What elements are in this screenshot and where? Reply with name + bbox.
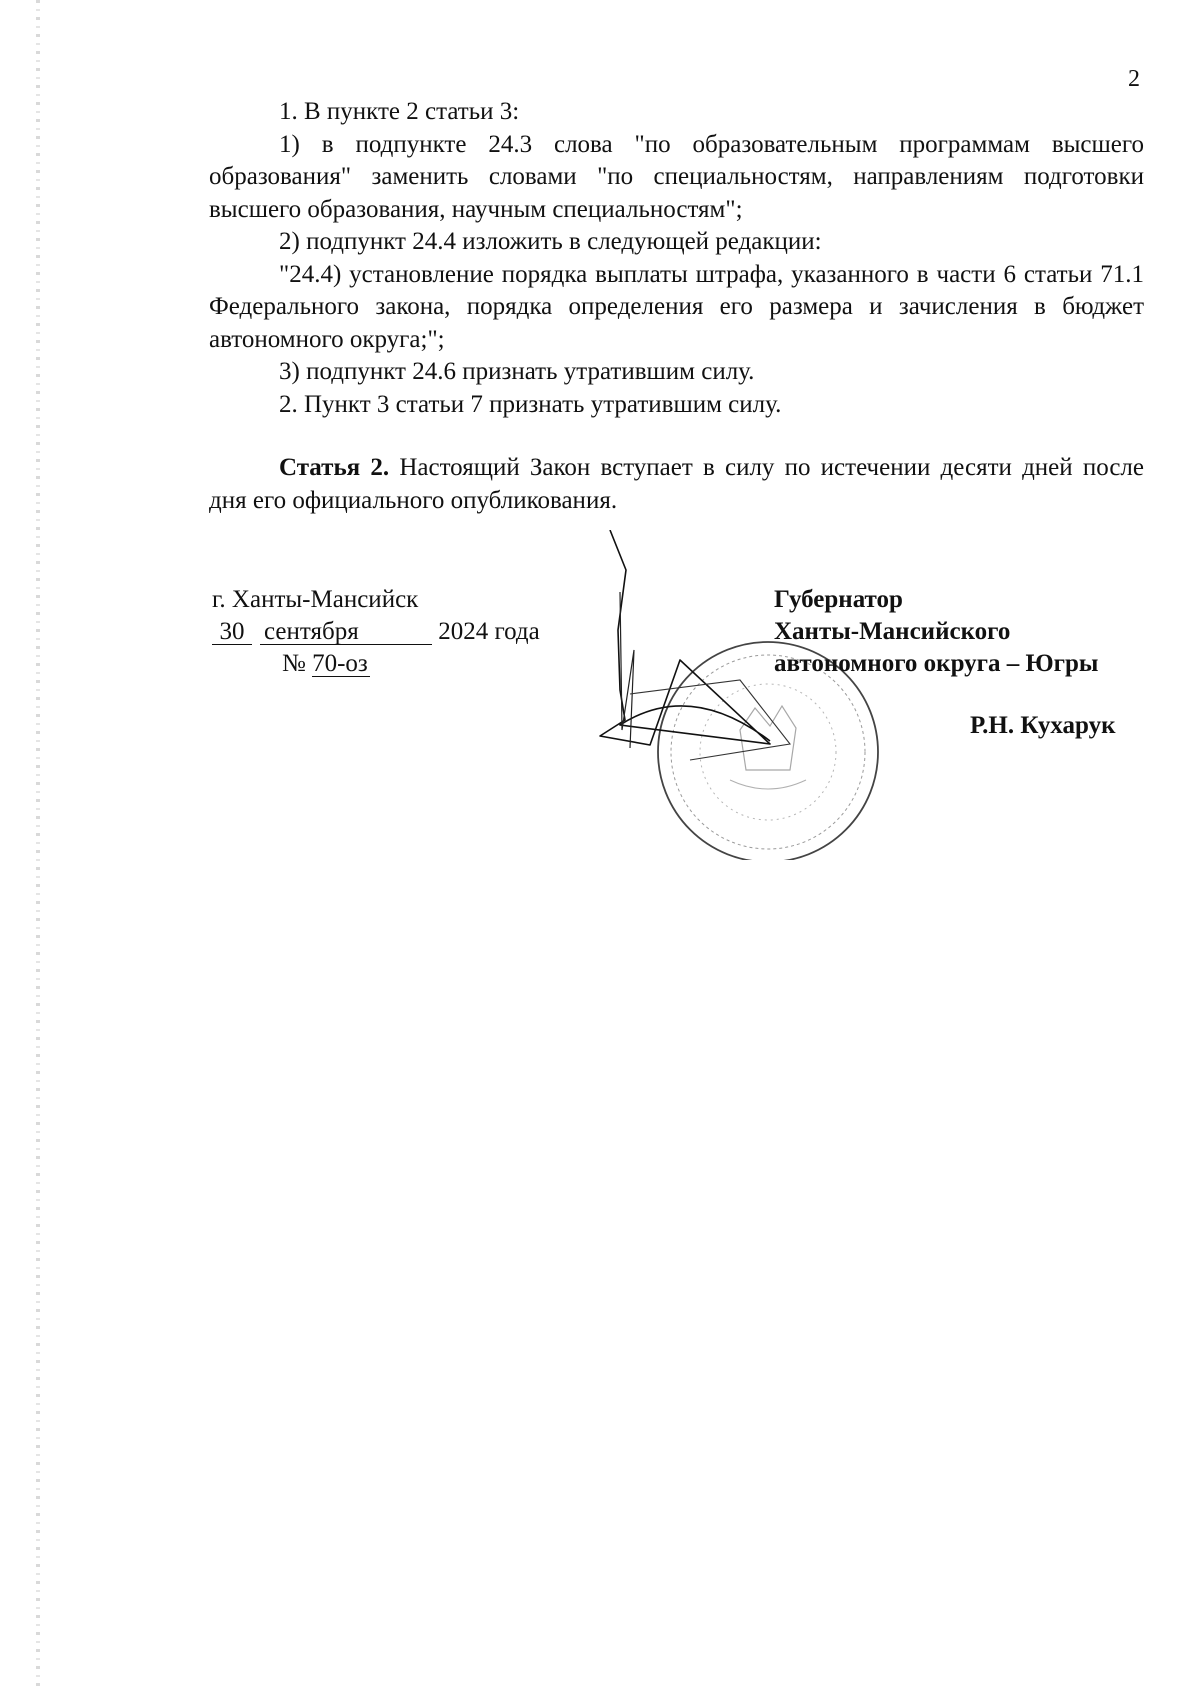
paragraph-1: 1. В пункте 2 статьи 3: [279,98,520,125]
signature [600,530,790,760]
paragraph-2: 1) в подпункте 24.3 слова "по образовательным программам высшего образования" заменить словами "по специальностям, направлениям подготовки высшего образования, научным специальностям"; [209,130,1144,223]
date-day: 30 [212,620,252,645]
page-number: 2 [1128,66,1140,92]
signatory-name: Р.Н. Кухарук [970,712,1116,739]
city: г. Ханты-Мансийск [212,586,419,613]
law-number-line [212,648,540,680]
paragraph-6: 2. Пункт 3 статьи 7 признать утратившим силу. [279,390,782,418]
signatory-title-line-2: Ханты-Мансийского [774,618,1011,645]
date-month: сентября [260,620,432,645]
article-2 [209,452,1144,517]
signatory-title-line-3: автономного округа – Югры [774,650,1099,677]
signatory-title [774,584,1098,680]
paragraph-3: 2) подпункт 24.4 изложить в следующей редакции: [279,228,822,255]
paragraph-4: "24.4) установление порядка выплаты штрафа, указанного в части 6 статьи 71.1 Федерального закона, порядка определения его размера и зачисления в бюджет автономного округа;"; [209,260,1144,353]
date-line [212,616,540,648]
article-2-label: Статья 2. [279,454,390,481]
scan-edge [36,0,40,1686]
signatory-title-line-1: Губернатор [774,586,903,613]
article-2-text: Настоящий Закон вступает в силу по истечении десяти дней после дня его официального опубликования. [209,454,1144,514]
paragraph-5: 3) подпункт 24.6 признать утратившим силу. [279,358,755,385]
number-sign: № [282,650,306,677]
document-body [209,96,1144,517]
place-date-block [212,584,540,680]
date-year: 2024 года [438,618,540,645]
law-number: 70-оз [312,652,370,677]
seal-and-signature [590,530,890,860]
